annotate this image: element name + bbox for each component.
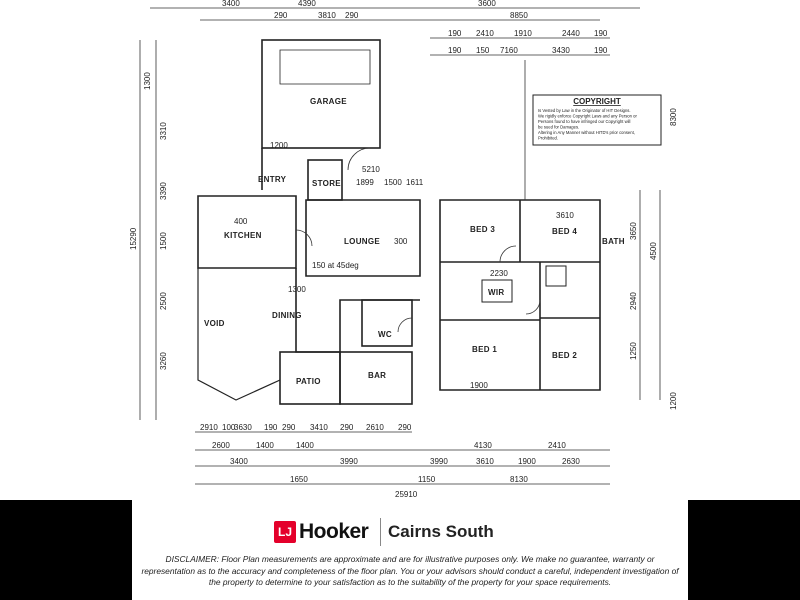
dim-label: 8300 [669, 108, 678, 126]
dim-label: 190 [264, 423, 278, 432]
dim-label: 2410 [476, 29, 494, 38]
dim-label: 1611 [406, 178, 424, 187]
dim-label: 3400 [222, 0, 240, 8]
dim-label-left-total: 15290 [129, 227, 138, 250]
copyright-line: Altering in Any Manner without HITD's prior consent, [538, 130, 635, 135]
dim-label: 1899 [356, 178, 374, 187]
dim-label: 4390 [298, 0, 316, 8]
dim-label: 2940 [629, 292, 638, 310]
void-edge [198, 268, 280, 400]
dim-label: 3610 [556, 211, 574, 220]
door-swing [500, 246, 516, 262]
dim-label: 8130 [510, 475, 528, 484]
dim-label: 290 [282, 423, 296, 432]
copyright-heading: COPYRIGHT [573, 97, 621, 106]
dim-label: 1200 [270, 141, 288, 150]
room-label-entry: ENTRY [258, 175, 287, 184]
room-labels [204, 97, 625, 386]
lj-logo-mark: LJ [274, 521, 296, 543]
room-label-wc: WC [378, 330, 392, 339]
dim-label: 8850 [510, 11, 528, 20]
dim-label: 2630 [562, 457, 580, 466]
ceiling-note: 150 at 45deg [312, 261, 359, 270]
room-label-garage: GARAGE [310, 97, 347, 106]
door-swings [296, 148, 540, 332]
dim-label: 290 [340, 423, 354, 432]
dim-label: 2440 [562, 29, 580, 38]
room-label-bath: BATH [602, 237, 625, 246]
dim-label: 1200 [669, 392, 678, 410]
dim-label: 3650 [629, 222, 638, 240]
dim-label: 190 [448, 46, 462, 55]
dim-label: 7160 [500, 46, 518, 55]
dim-label: 1500 [159, 232, 168, 250]
door-swing [296, 230, 312, 246]
room-label-wir: WIR [488, 288, 505, 297]
dim-label: 190 [594, 46, 608, 55]
dim-label: 3260 [159, 352, 168, 370]
dim-label: 3310 [159, 122, 168, 140]
room-label-void: VOID [204, 319, 225, 328]
copyright-line: Persons found to have infringed our Copyright will [538, 119, 631, 124]
office-name: Cairns South [388, 522, 494, 541]
dim-label: 3430 [552, 46, 570, 55]
dim-label: 2600 [212, 441, 230, 450]
brand-logo [274, 519, 368, 545]
dim-label: 1300 [288, 285, 306, 294]
footer-panel [132, 500, 688, 600]
dim-label: 1250 [629, 342, 638, 360]
dim-label: 1300 [143, 72, 152, 90]
room-label-kitchen: KITCHEN [224, 231, 262, 240]
dim-label: 1900 [470, 381, 488, 390]
agency-footer [0, 500, 800, 600]
room-label-bed4: BED 4 [552, 227, 578, 236]
dim-label: 150 [476, 46, 490, 55]
dim-label: 400 [234, 217, 248, 226]
footer-side-bar [688, 500, 800, 600]
dim-label: 4130 [474, 441, 492, 450]
disclaimer-text: DISCLAIMER: Floor Plan measurements are approximate and are for illustrative purposes only. We make no guarantee, warranty or representation as to the accuracy and completeness of the floor plan. You or your advisors should conduct a careful, independent investigation of the property to determine to your satisfaction as to the suitability of the property for your space requirements. [141, 554, 679, 587]
dim-label-overall: 25910 [395, 490, 418, 499]
dim-label: 300 [394, 237, 408, 246]
garage-door [280, 50, 370, 84]
copyright-notice [533, 95, 661, 145]
dim-label: 4500 [649, 242, 658, 260]
room-label-lounge: LOUNGE [344, 237, 381, 246]
copyright-line: We rigidly enforce Copyright Laws and any Person or [538, 113, 637, 119]
dim-label: 1650 [290, 475, 308, 484]
dim-label: 290 [274, 11, 288, 20]
dim-label: 1500 [384, 178, 402, 187]
dim-label: 100 [222, 423, 236, 432]
dim-label: 5210 [362, 165, 380, 174]
room-label-bed3: BED 3 [470, 225, 496, 234]
dim-label: 3630 [234, 423, 252, 432]
dim-label: 2230 [490, 269, 508, 278]
dim-label: 1400 [256, 441, 274, 450]
copyright-line: Prohibited. [538, 135, 559, 141]
dim-label: 3990 [430, 457, 448, 466]
copyright-line: be sued for Damages. [538, 124, 580, 130]
dim-label: 190 [594, 29, 608, 38]
dining-walls [296, 268, 420, 352]
dim-label: 1900 [518, 457, 536, 466]
dim-label: 2610 [366, 423, 384, 432]
room-label-bar: BAR [368, 371, 387, 380]
door-swing [526, 300, 540, 314]
dim-label: 3990 [340, 457, 358, 466]
logo-divider [380, 518, 381, 546]
dim-label: 3610 [476, 457, 494, 466]
dim-label: 2410 [548, 441, 566, 450]
door-swing [398, 318, 412, 332]
dim-label: 2500 [159, 292, 168, 310]
room-label-dining: DINING [272, 311, 302, 320]
dim-label: 3400 [230, 457, 248, 466]
dim-label: 3810 [318, 11, 336, 20]
dim-label: 290 [345, 11, 359, 20]
dim-label: 1150 [418, 475, 436, 484]
dim-label: 3600 [478, 0, 496, 8]
room-label-store: STORE [312, 179, 341, 188]
bath-fixture [546, 266, 566, 286]
dimension-lines [140, 8, 660, 484]
dim-label: 290 [398, 423, 412, 432]
footer-side-bar [0, 500, 132, 600]
bottom-dimensions [200, 423, 580, 499]
logo-wordmark: Hooker [299, 520, 369, 543]
room-label-patio: PATIO [296, 377, 321, 386]
dim-label: 3390 [159, 182, 168, 200]
dim-label: 2910 [200, 423, 218, 432]
room-label-bed2: BED 2 [552, 351, 578, 360]
dim-label: 190 [448, 29, 462, 38]
dim-label: 3410 [310, 423, 328, 432]
room-label-bed1: BED 1 [472, 345, 498, 354]
copyright-line: Is Vested by Law in the Originator of HIT Designs. [538, 108, 631, 113]
dim-label: 1910 [514, 29, 532, 38]
wc-walls [362, 300, 412, 346]
dim-label: 1400 [296, 441, 314, 450]
